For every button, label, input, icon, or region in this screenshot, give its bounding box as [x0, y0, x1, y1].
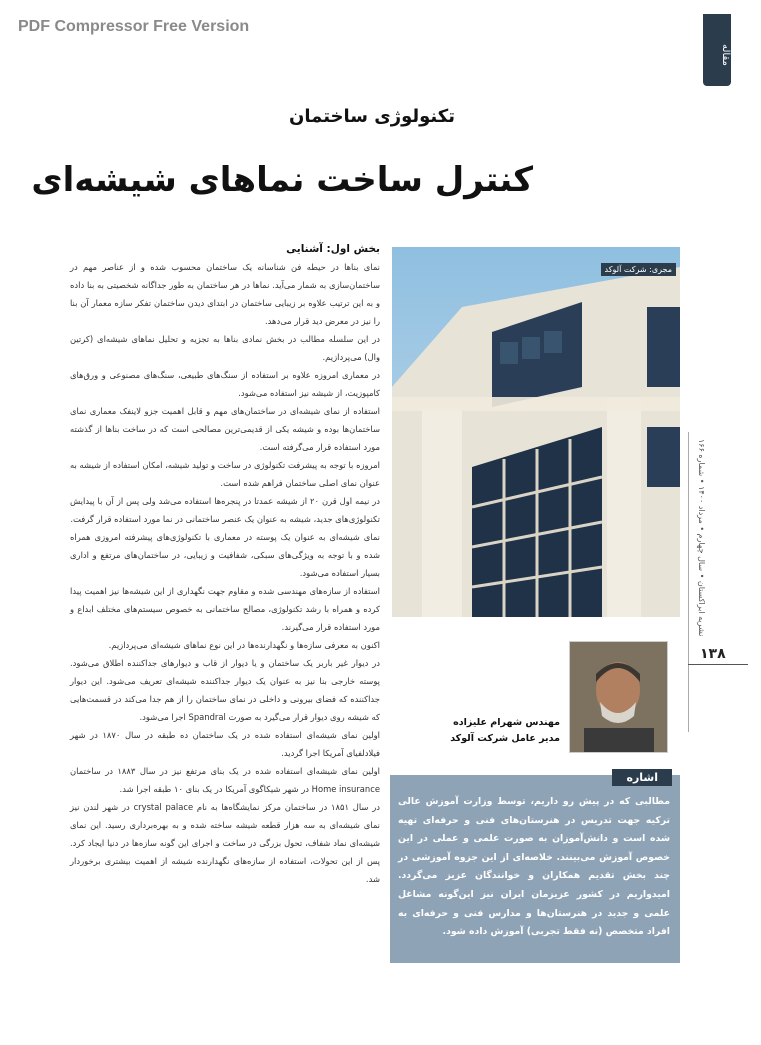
paragraph-9: اکنون به معرفی سازه‌ها و نگهدارنده‌ها در این نوع نماهای شیشه‌ای می‌پردازیم. — [108, 640, 380, 650]
paragraph-12: اولین نمای شیشه‌ای استفاده شده در یک بنای مرتفع نیز در سال ۱۸۸۳ در ساختمان Home insurance در شهر شیکاگوی آمریکا در یک بنای ۱۰ طبقه اجرا شد. — [70, 766, 381, 794]
paragraph-7: نمای شیشه‌ای به عنوان یک پوسته در معماری با تکنولوژی‌های پیشرفته امروزی همراه شده و با توجه به ویژگی‌های سبکی، شفافیت و زیبایی، در ساختمان‌های مرتفع و اداری بسیار استفاده می‌شود. — [70, 532, 380, 578]
glass-facade-illustration — [392, 247, 680, 617]
side-meta: نشریه ابراکستان • سال چهارم • مرداد ۱۴۰۰ • شماره ۱۶۶ — [697, 438, 706, 636]
paragraph-10: در دیوار غیر باربر یک ساختمان و یا دیوار از قاب و دیوارهای جداکننده اطلاق می‌شود. پوسته خارجی بنا نیز به عنوان یک دیوار جداکننده شیشه‌ای تعریف می‌شود. این دیوار جداکننده که فضای بیرونی و داخلی در نمای ساختمان را از هم جدا می‌کند در قسمت‌هایی که شیشه روی دیوار قرار می‌گیرد به صورت Spandral اجرا می‌شود. — [70, 658, 380, 722]
margin-rule — [688, 432, 689, 732]
building-photo — [392, 247, 680, 617]
kicker-title: تکنولوژی ساختمان — [289, 106, 455, 127]
note-box — [390, 771, 680, 963]
page-number-rule — [688, 664, 748, 665]
paragraph-5: امروزه با توجه به پیشرفت تکنولوژی در ساخت و تولید شیشه، امکان استفاده از شیشه به عنوان نمای اصلی ساختمان فراهم شده است. — [70, 460, 380, 488]
watermark-text: PDF Compressor Free Version — [18, 18, 250, 35]
paragraph-13: در سال ۱۸۵۱ در ساختمان مرکز نمایشگاه‌ها به نام crystal palace در شهر لندن نیز نمای شیشه‌ای به سه هزار قطعه شیشه ساخته شده و به بهره‌برداری رسید. این نمای شیشه‌ای نماد شفاف، تحول بزرگی در ساخت و اجرای این گونه سازه‌ها در دنیا ایجاد کرد. پس از این تحولات، استفاده از سازه‌های نگهدارنده شیشه از اهمیت بیشتری برخوردار شد. — [70, 802, 380, 884]
article-body — [70, 240, 380, 888]
section-tab-label: مقاله — [720, 44, 731, 66]
note-text: مطالبی که در پیش رو داریم، توسط وزارت آموزش عالی ترکیه جهت تدریس در هنرستان‌های فنی و حرفه‌ای تهیه شده است و دانش‌آموزان به صورت علمی و عملی در این خصوص آموزش می‌بینند. خلاصه‌ای از این جزوه آموزشی در چند بخش تقدیم همکاران و خوانندگان عزیز می‌گردد. امیدواریم در کشور عزیزمان ایران نیز این‌گونه مشاغل علمی و جدید در هنرستان‌ها و مدارس فنی و حرفه‌ای به افراد متخصص (نه فقط تجربی) آموزش داده شود. — [398, 796, 670, 938]
section-heading: بخش اول: آشنایی — [286, 243, 380, 255]
main-title: کنترل ساخت نماهای شیشه‌ای — [31, 160, 533, 200]
author-role: مدیر عامل شرکت آلوکد — [450, 733, 560, 744]
paragraph-2: در این سلسله مطالب در بخش نمادی بناها به تجزیه و تحلیل نماهای شیشه‌ای (کرتین وال) می‌پردازیم. — [70, 334, 380, 362]
author-name: مهندس شهرام علیزاده — [453, 717, 560, 728]
paragraph-4: استفاده از نمای شیشه‌ای در ساختمان‌های مهم و قابل اهمیت جزو لاینفک معماری نمای ساختمان‌ها بوده و شیشه یکی از قدیمی‌ترین مصالحی است که در ساخت بناها از گذشته مورد استفاده قرار می‌گرفته است. — [70, 406, 380, 452]
photo-credit: مجری: شرکت آلوکد — [601, 263, 677, 276]
paragraph-6: در نیمه اول قرن ۲۰ از شیشه عمدتا در پنجره‌ها استفاده می‌شد ولی پس از آن با پیدایش تکنولوژی‌های جدید، شیشه به عنوان یک عنصر ساختمانی در نما مورد استفاده قرار گرفت. — [70, 496, 380, 524]
paragraph-1: نمای بناها در حیطه فن شناسانه یک ساختمان محسوب شده و از عناصر مهم در ساختمان‌سازی به شمار می‌آید. نماها در هر ساختمان به طور جداگانه شخصیتی به بنا داده و به این ترتیب علاوه بر زیبایی ساختمان در ابتدای دیدن ساختمان تفکر سازه معمار آن بنا را نیز در معرض دید قرار می‌دهد. — [70, 262, 380, 326]
paragraph-8: استفاده از سازه‌های مهندسی شده و مقاوم جهت نگهداری از این شیشه‌ها نیز اهمیت پیدا کرده و همراه با رشد تکنولوژی، مصالح ساختمانی به خصوص سیستم‌های مختلف ابداع و مورد استفاده قرار می‌گیرند. — [70, 586, 380, 632]
note-title: اشاره — [612, 769, 672, 786]
paragraph-11: اولین نمای شیشه‌ای استفاده شده در یک ساختمان ده طبقه در سال ۱۸۷۰ در شهر فیلادلفیای آمریکا اجرا گردید. — [70, 730, 380, 758]
author-portrait — [569, 641, 668, 753]
portrait-illustration — [570, 642, 667, 752]
page-number: ۱۳۸ — [700, 646, 726, 662]
paragraph-3: در معماری امروزه علاوه بر استفاده از سنگ‌های طبیعی، سنگ‌های مصنوعی و ورق‌های کامپوزیت، از شیشه نیز استفاده می‌شود. — [70, 370, 380, 398]
